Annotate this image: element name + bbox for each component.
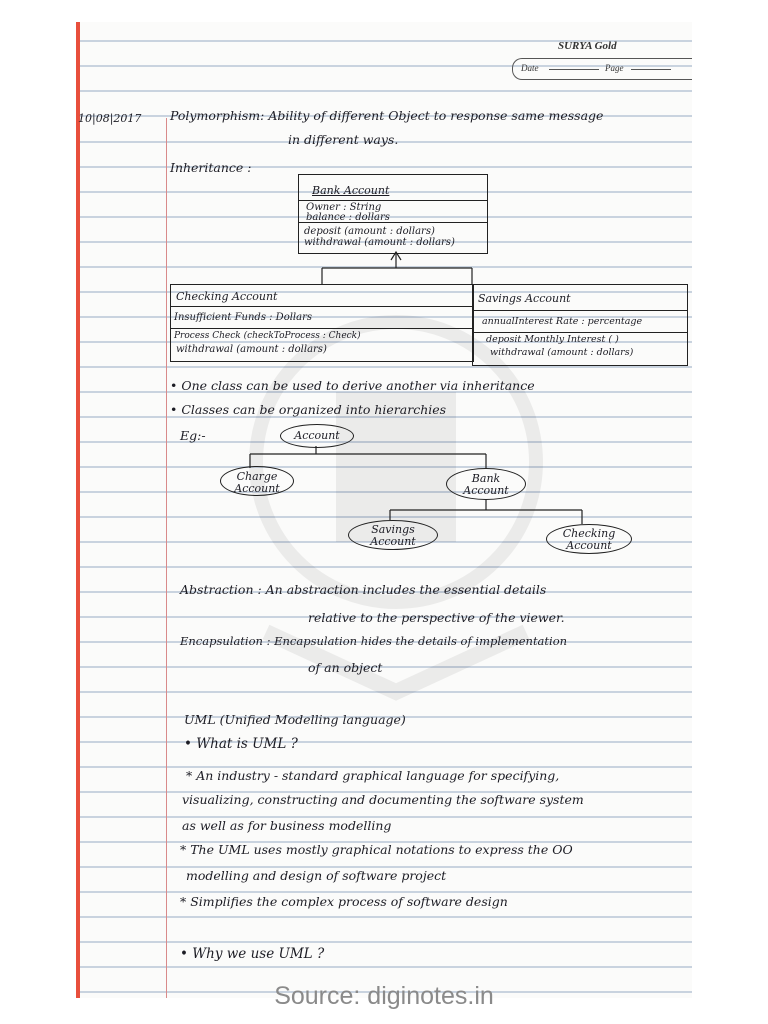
bank-account-attr1: Owner : String — [306, 202, 382, 213]
node-checking-line1: Checking — [562, 527, 616, 540]
node-savings-account — [348, 520, 438, 550]
savings-account-op2: withdrawal (amount : dollars) — [490, 347, 634, 358]
checking-account-op2: withdrawal (amount : dollars) — [176, 344, 327, 355]
uml-point3: * Simplifies the complex process of software design — [180, 894, 508, 909]
encapsulation-line1: Encapsulation : Encapsulation hides the details of implementation — [180, 634, 568, 648]
bank-account-op2: withdrawal (amount : dollars) — [304, 237, 455, 248]
bank-account-attr2: balance : dollars — [306, 212, 390, 223]
node-savings-line2: Account — [370, 535, 416, 548]
node-charge-line2: Account — [234, 482, 280, 495]
bank-account-op1: deposit (amount : dollars) — [304, 226, 435, 237]
uml-point2-line1: * The UML uses mostly graphical notations to express the OO — [180, 842, 573, 857]
brand-name: SURYA Gold — [558, 40, 617, 52]
checking-account-attr1: Insufficient Funds : Dollars — [174, 312, 312, 323]
entry-date: 10|08|2017 — [78, 112, 142, 125]
savings-account-name: Savings Account — [478, 292, 571, 305]
inheritance-heading: Inheritance : — [170, 160, 252, 175]
bullet-inheritance: • One class can be used to derive another via inheritance — [170, 378, 535, 393]
node-bank-line2: Account — [463, 484, 509, 497]
uml-point1-line1: * An industry - standard graphical language for specifying, — [186, 768, 560, 783]
abstraction-line1: Abstraction : An abstraction includes the essential details — [180, 582, 547, 597]
date-label: Date — [521, 63, 539, 73]
checking-account-op1: Process Check (checkToProcess : Check) — [174, 331, 361, 341]
source-caption: Source: diginotes.in — [274, 982, 494, 1010]
what-is-uml: • What is UML ? — [184, 736, 298, 752]
polymorphism-line2: in different ways. — [288, 132, 399, 147]
node-checking-account — [546, 524, 632, 554]
notebook-page — [76, 22, 692, 998]
node-account: Account — [280, 424, 354, 448]
encapsulation-line2: of an object — [308, 660, 383, 675]
node-charge-line1: Charge — [236, 470, 278, 483]
page-label: Page — [605, 63, 624, 73]
node-checking-line2: Account — [566, 539, 612, 552]
uml-point2-line2: modelling and design of software project — [186, 868, 447, 883]
bullet-hierarchies: • Classes can be organized into hierarchies — [170, 402, 447, 417]
node-bank-line1: Bank — [471, 472, 501, 485]
uml-title: UML (Unified Modelling language) — [184, 712, 406, 727]
node-charge-account — [220, 466, 294, 496]
example-label: Eg:- — [180, 428, 206, 443]
node-bank-account — [446, 468, 526, 500]
checking-account-name: Checking Account — [176, 290, 278, 303]
bank-account-name: Bank Account — [312, 184, 390, 197]
abstraction-line2: relative to the perspective of the viewer. — [308, 610, 565, 625]
uml-point1-line2: visualizing, constructing and documenting the software system — [182, 792, 584, 807]
node-savings-line1: Savings — [371, 523, 415, 536]
uml-point1-line3: as well as for business modelling — [182, 818, 392, 833]
why-use-uml: • Why we use UML ? — [180, 946, 325, 962]
savings-account-attr1: annualInterest Rate : percentage — [482, 316, 643, 327]
polymorphism-line1: Polymorphism: Ability of different Object to response same message — [170, 108, 604, 123]
savings-account-op1: deposit Monthly Interest ( ) — [486, 334, 619, 345]
